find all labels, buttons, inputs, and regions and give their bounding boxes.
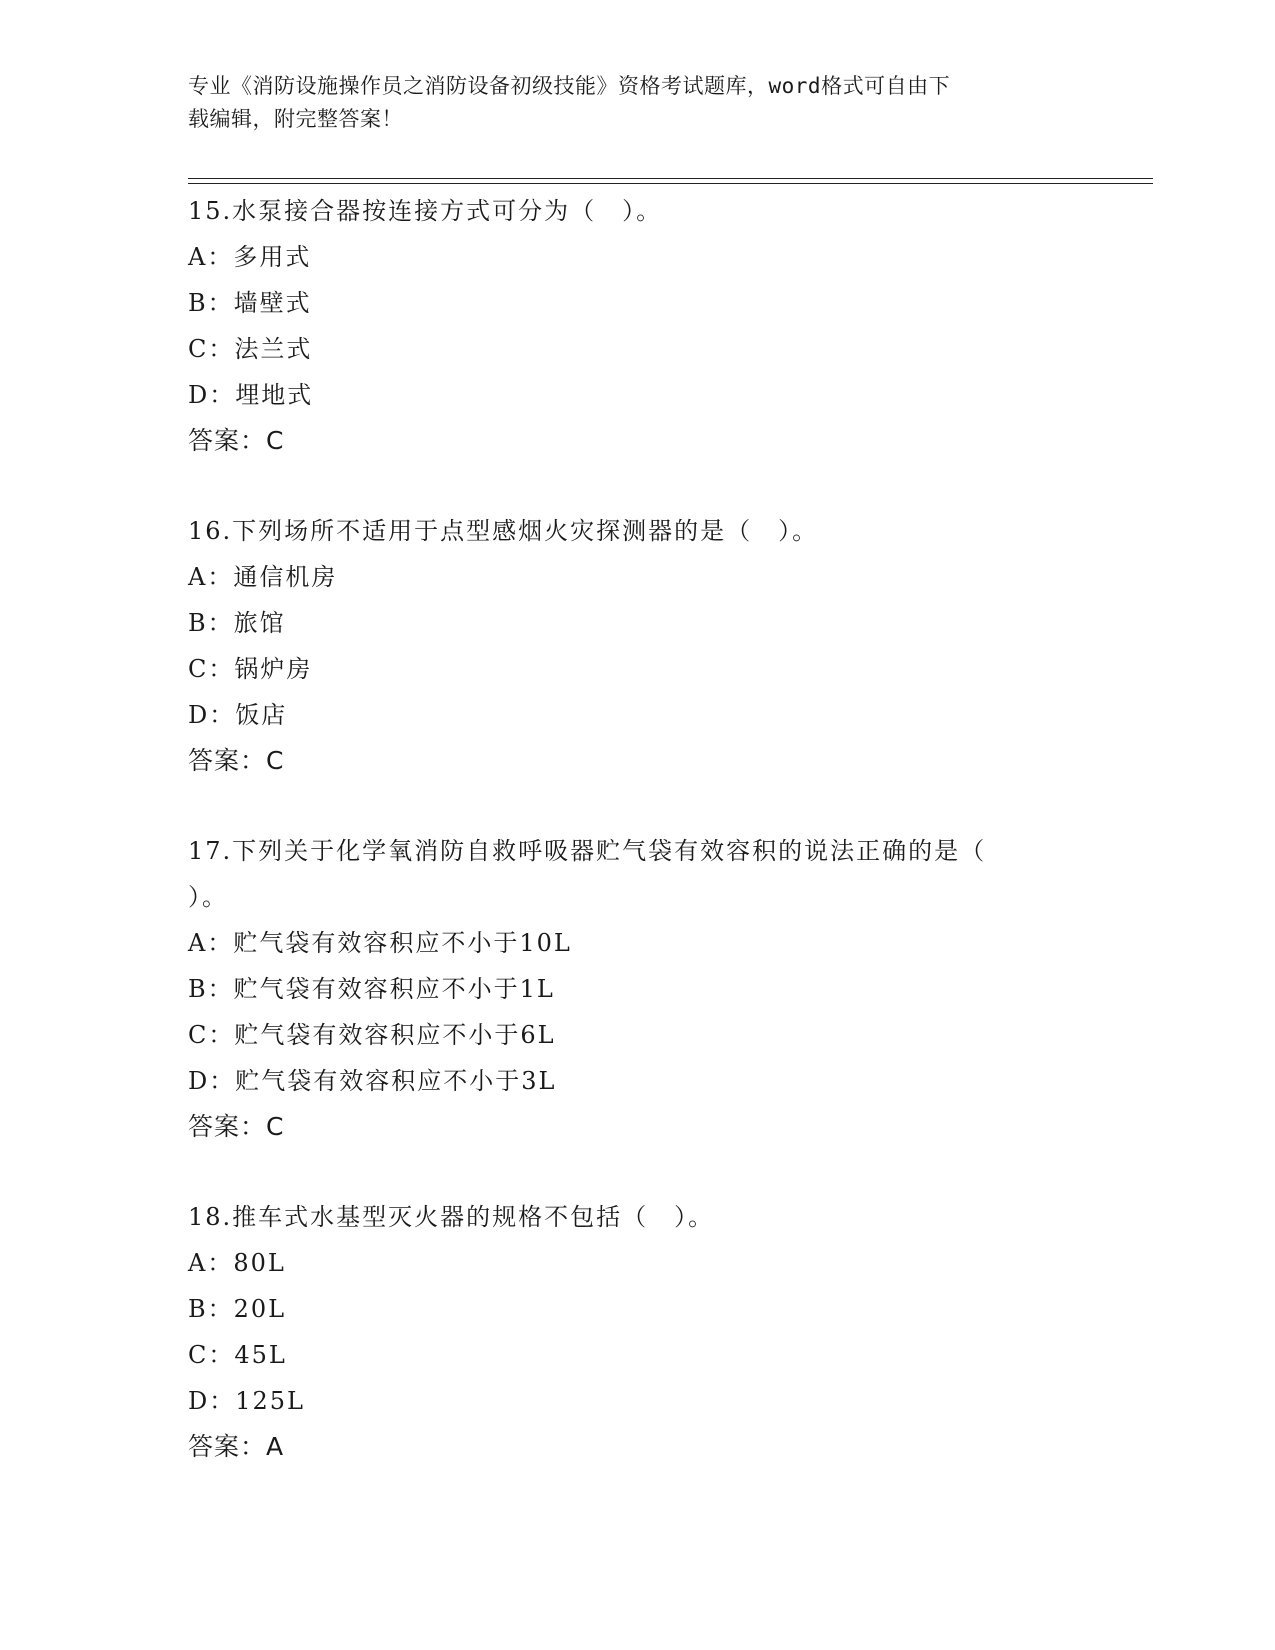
answer: 答案：C [188,1112,285,1141]
question-stem: 17.下列关于化学氧消防自救呼吸器贮气袋有效容积的说法正确的是（ [188,837,987,865]
option-b: B：20L [188,1295,287,1323]
option-d: D：贮气袋有效容积应不小于3L [188,1067,557,1095]
question-15 [188,188,1088,464]
question-stem: 15.水泵接合器按连接方式可分为（ ）。 [188,197,663,225]
option-b: B：旅馆 [188,609,286,637]
option-c: C：法兰式 [188,335,313,363]
question-18 [188,1194,1088,1470]
option-c: C：锅炉房 [188,655,313,683]
header-divider-bottom [188,183,1153,184]
option-a: A：多用式 [188,243,312,271]
question-17 [188,828,1088,1150]
option-d: D：125L [188,1387,305,1415]
header-divider-top [188,178,1153,179]
question-list [188,188,1088,1514]
option-c: C：45L [188,1341,287,1369]
option-b: B：墙壁式 [188,289,312,317]
option-a: A：通信机房 [188,563,338,591]
document-header [188,70,1088,136]
question-stem: 16.下列场所不适用于点型感烟火灾探测器的是（ ）。 [188,517,819,545]
answer: 答案：C [188,746,285,775]
option-b: B：贮气袋有效容积应不小于1L [188,975,555,1003]
question-stem: 18.推车式水基型灭火器的规格不包括（ ）。 [188,1203,715,1231]
option-c: C：贮气袋有效容积应不小于6L [188,1021,556,1049]
question-16 [188,508,1088,784]
answer: 答案：C [188,426,285,455]
option-a: A：贮气袋有效容积应不小于10L [188,929,572,957]
option-d: D：饭店 [188,701,288,729]
option-d: D：埋地式 [188,381,314,409]
option-a: A：80L [188,1249,286,1277]
question-stem-continued: ）。 [188,883,228,911]
header-line-2: 载编辑，附完整答案！ [188,107,403,131]
header-line-1: 专业《消防设施操作员之消防设备初级技能》资格考试题库，word格式可自由下 [188,74,951,98]
answer: 答案：A [188,1432,285,1461]
